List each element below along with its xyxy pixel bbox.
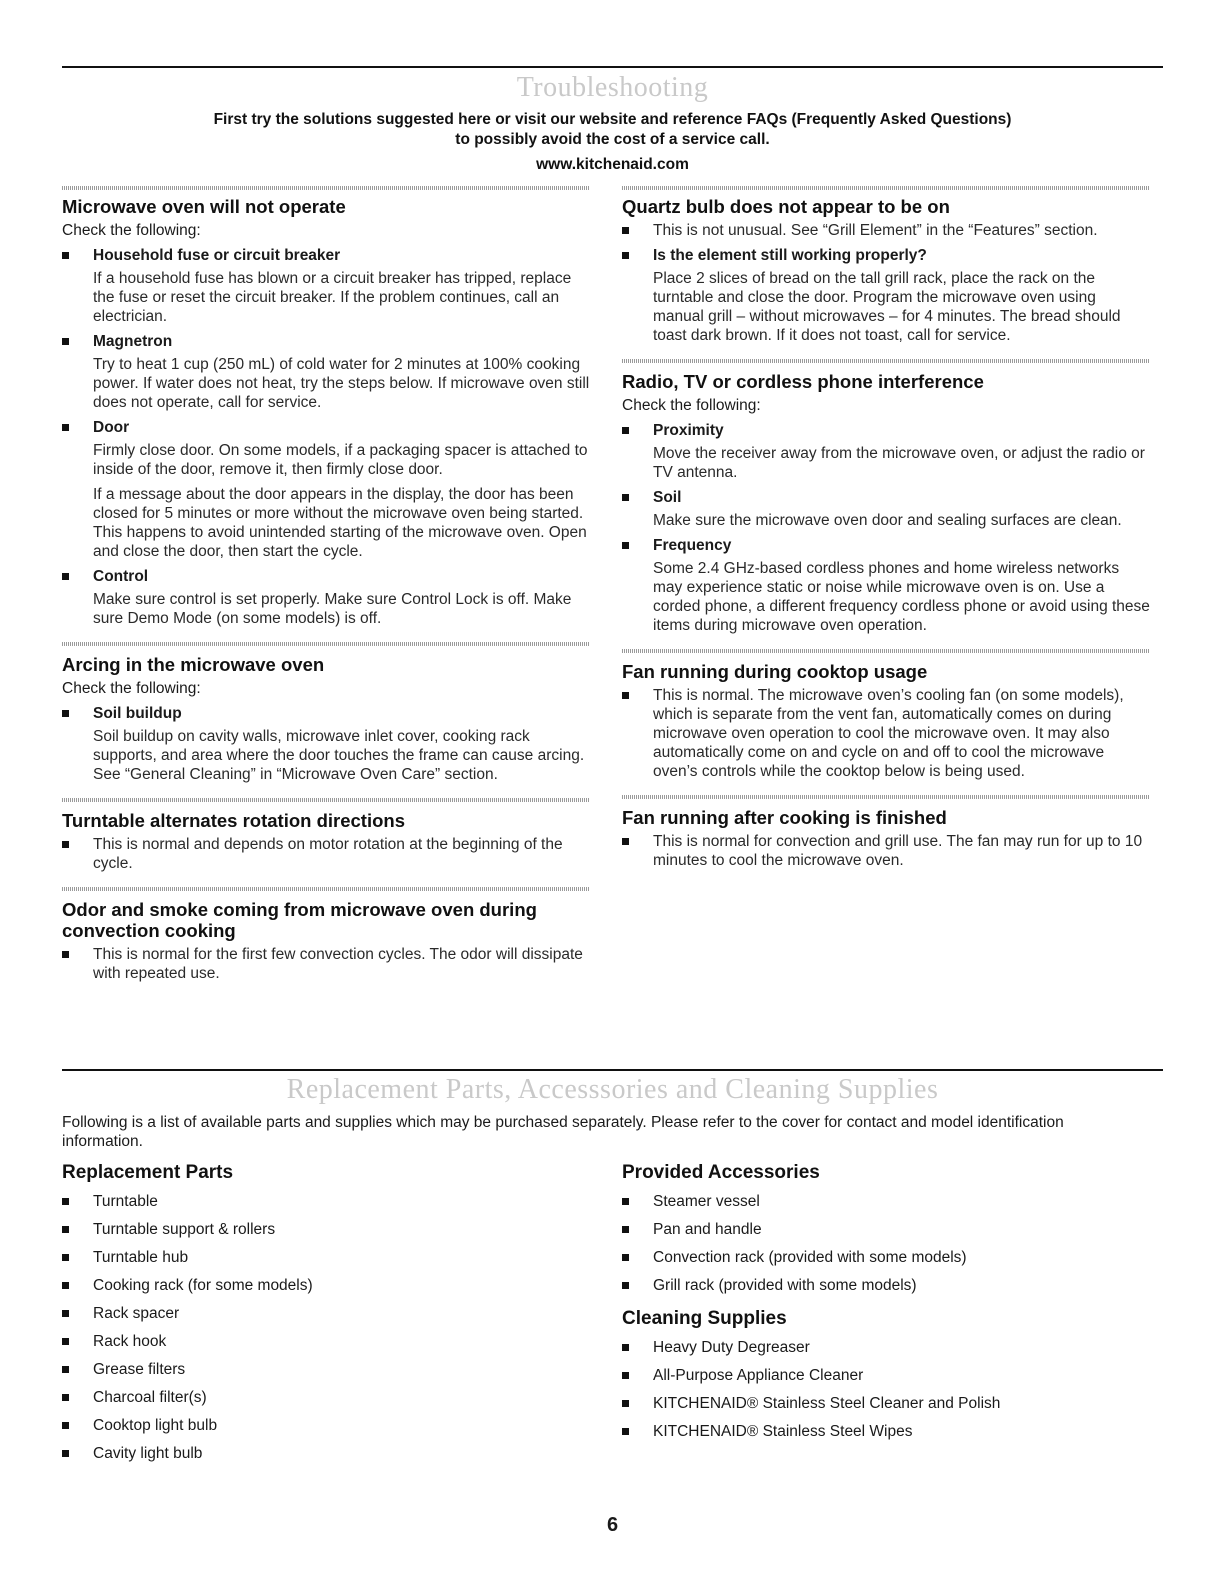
trouble-item-text: Firmly close door. On some models, if a packaging spacer is attached to inside of the door, remove it, then firmly close door. xyxy=(93,442,588,478)
trouble-heading: Quartz bulb does not appear to be on xyxy=(622,196,950,217)
trouble-block xyxy=(62,186,590,628)
page-number: 6 xyxy=(606,1514,619,1536)
list-item: Charcoal filter(s) xyxy=(62,1388,590,1416)
list-item: Steamer vessel xyxy=(622,1192,1150,1220)
list-item: Convection rack (provided with some models) xyxy=(622,1248,1150,1276)
trouble-list xyxy=(62,835,590,873)
trouble-item-text: This is normal and depends on motor rotation at the beginning of the cycle. xyxy=(93,836,563,872)
trouble-heading: Turntable alternates rotation directions xyxy=(62,810,405,831)
list-item: Grill rack (provided with some models) xyxy=(622,1276,1150,1304)
website-link[interactable]: www.kitchenaid.com xyxy=(536,156,689,173)
replacement-parts-column xyxy=(62,1162,590,1472)
replacement-title: Replacement Parts, Accesssories and Cleaning Supplies xyxy=(286,1074,939,1105)
trouble-block xyxy=(622,795,1150,870)
trouble-item-text: Make sure the microwave oven door and sealing surfaces are clean. xyxy=(653,512,1122,529)
trouble-heading: Radio, TV or cordless phone interference xyxy=(622,371,984,392)
trouble-item-text: Place 2 slices of bread on the tall grill rack, place the rack on the turntable and close the door. Program the microwave oven using manual grill – without microwaves – for 4 minutes. The bread should toast dark brown. If it does not toast, call for service. xyxy=(653,270,1121,344)
troubleshooting-left-column xyxy=(62,186,590,997)
trouble-item xyxy=(62,835,590,873)
trouble-heading: Arcing in the microwave oven xyxy=(62,654,325,675)
trouble-item xyxy=(622,686,1150,781)
accessories-column xyxy=(622,1162,1150,1450)
list-item: All-Purpose Appliance Cleaner xyxy=(622,1366,1150,1394)
trouble-item xyxy=(622,221,1150,240)
trouble-item xyxy=(62,418,590,561)
trouble-block xyxy=(622,186,1150,345)
trouble-item xyxy=(62,945,590,983)
replacement-intro: Following is a list of available parts and supplies which may be purchased separately. Please refer to the cover for contact and model identification information. xyxy=(62,1114,1064,1150)
list-item: Heavy Duty Degreaser xyxy=(622,1338,1150,1366)
intro-line-1: First try the solutions suggested here or visit our website and reference FAQs (Frequently Asked Questions) xyxy=(213,111,1012,128)
trouble-block xyxy=(62,798,590,873)
trouble-item xyxy=(622,421,1150,482)
trouble-item-title: Household fuse or circuit breaker xyxy=(93,247,341,264)
replacement-parts-list xyxy=(62,1192,590,1472)
list-item: Rack spacer xyxy=(62,1304,590,1332)
middle-rule xyxy=(62,1069,1163,1071)
list-item: Grease filters xyxy=(62,1360,590,1388)
list-item: Turntable support & rollers xyxy=(62,1220,590,1248)
trouble-item-text: This is normal for convection and grill use. The fan may run for up to 10 minutes to cool the microwave oven. xyxy=(653,833,1143,869)
list-item: Pan and handle xyxy=(622,1220,1150,1248)
trouble-list xyxy=(62,704,590,784)
troubleshooting-intro xyxy=(62,110,1163,175)
trouble-item xyxy=(622,832,1150,870)
trouble-item-title: Magnetron xyxy=(93,333,173,350)
intro-line-2: to possibly avoid the cost of a service call. xyxy=(455,131,770,148)
troubleshooting-right-column xyxy=(622,186,1150,884)
trouble-item-title: Is the element still working properly? xyxy=(653,247,927,264)
trouble-item xyxy=(62,332,590,412)
trouble-item xyxy=(622,536,1150,635)
trouble-item-text: Some 2.4 GHz-based cordless phones and home wireless networks may experience static or noise while microwave oven is on. Use a corded phone, a different frequency cordless phone or avoid using these items during microwave oven operation. xyxy=(653,560,1150,634)
trouble-item-text: Soil buildup on cavity walls, microwave inlet cover, cooking rack supports, and area where the door touches the frame can cause arcing. See “General Cleaning” in “Microwave Oven Care” section. xyxy=(93,728,585,783)
trouble-list xyxy=(62,246,590,628)
list-item: KITCHENAID® Stainless Steel Wipes xyxy=(622,1422,1150,1450)
trouble-item-text: Make sure control is set properly. Make sure Control Lock is off. Make sure Demo Mode (on some models) is off. xyxy=(93,591,572,627)
trouble-item-text: This is not unusual. See “Grill Element” in the “Features” section. xyxy=(653,222,1098,239)
trouble-item-title: Soil buildup xyxy=(93,705,182,722)
accessories-heading: Provided Accessories xyxy=(622,1162,820,1183)
trouble-item xyxy=(62,704,590,784)
trouble-item xyxy=(622,246,1150,345)
trouble-block xyxy=(62,887,590,983)
trouble-heading: Fan running during cooktop usage xyxy=(622,661,928,682)
trouble-heading: Odor and smoke coming from microwave oven during convection cooking xyxy=(62,899,537,941)
replacement-parts-heading: Replacement Parts xyxy=(62,1162,234,1183)
trouble-heading: Fan running after cooking is finished xyxy=(622,807,947,828)
trouble-item-text: Try to heat 1 cup (250 mL) of cold water for 2 minutes at 100% cooking power. If water does not heat, try the steps below. If microwave oven still does not operate, call for service. xyxy=(93,356,590,411)
trouble-list xyxy=(622,686,1150,781)
trouble-list xyxy=(622,421,1150,635)
trouble-block xyxy=(62,642,590,784)
list-item: KITCHENAID® Stainless Steel Cleaner and Polish xyxy=(622,1394,1150,1422)
trouble-lead: Check the following: xyxy=(62,680,201,697)
trouble-item xyxy=(62,567,590,628)
trouble-item-text: This is normal. The microwave oven’s cooling fan (on some models), which is separate from the vent fan, automatically comes on during microwave oven operation to cool the microwave oven. It may also automatically come on and cycle on and off to cool the microwave oven’s controls while the cooktop below is being used. xyxy=(653,687,1124,780)
trouble-item-title: Control xyxy=(93,568,149,585)
trouble-item-title: Frequency xyxy=(653,537,732,554)
trouble-item-title: Proximity xyxy=(653,422,724,439)
trouble-item xyxy=(62,246,590,326)
trouble-item-title: Door xyxy=(93,419,130,436)
trouble-item xyxy=(622,488,1150,530)
cleaning-supplies-list xyxy=(622,1338,1150,1450)
trouble-item-text: If a household fuse has blown or a circuit breaker has tripped, replace the fuse or reset the circuit breaker. If the problem continues, call an electrician. xyxy=(93,270,572,325)
trouble-block xyxy=(622,359,1150,635)
accessories-list xyxy=(622,1192,1150,1304)
list-item: Rack hook xyxy=(62,1332,590,1360)
list-item: Cavity light bulb xyxy=(62,1444,590,1472)
trouble-list xyxy=(622,832,1150,870)
trouble-lead: Check the following: xyxy=(62,222,201,239)
trouble-lead: Check the following: xyxy=(622,397,761,414)
list-item: Cooking rack (for some models) xyxy=(62,1276,590,1304)
cleaning-heading: Cleaning Supplies xyxy=(622,1308,787,1329)
trouble-item-title: Soil xyxy=(653,489,682,506)
list-item: Turntable hub xyxy=(62,1248,590,1276)
trouble-list xyxy=(622,221,1150,345)
trouble-item-text: This is normal for the first few convection cycles. The odor will dissipate with repeated use. xyxy=(93,946,583,982)
trouble-item-text: If a message about the door appears in the display, the door has been closed for 5 minutes or more without the microwave oven being started. This happens to avoid unintended starting of the microwave oven. Open and close the door, then start the cycle. xyxy=(93,486,587,560)
trouble-list xyxy=(62,945,590,983)
top-rule xyxy=(62,66,1163,68)
troubleshooting-title: Troubleshooting xyxy=(516,72,709,103)
trouble-block xyxy=(622,649,1150,781)
trouble-heading: Microwave oven will not operate xyxy=(62,196,346,217)
list-item: Cooktop light bulb xyxy=(62,1416,590,1444)
trouble-item-text: Move the receiver away from the microwave oven, or adjust the radio or TV antenna. xyxy=(653,445,1145,481)
list-item: Turntable xyxy=(62,1192,590,1220)
